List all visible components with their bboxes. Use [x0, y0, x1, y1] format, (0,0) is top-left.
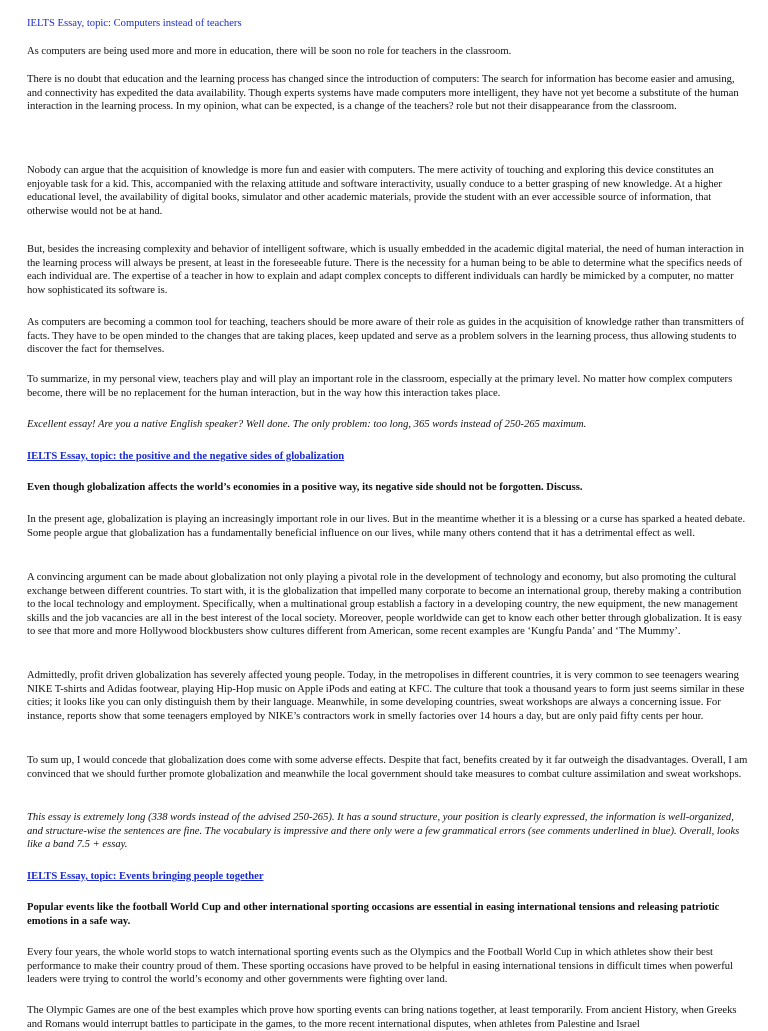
essay2-paragraph-3: Admittedly, profit driven globalization has severely affected young people. Today, in the metropolises in different countries, it is very common to see teenagers wearing NIKE T-shirts and Adidas footwear, playing Hip-Hop music on Apple iPods and eating at KFC. The culture that took a thousand years to form just seems similar in these cities; it looks like you can only distinguish them by their language. Meanwhile, in some developing countries, sweat workshops are always a concerning issue. For instance, reports show that some teenagers employed by NIKE’s contractors work in smelly factories over 14 hours a day, but are only paid fifty cents per hour. [27, 670, 745, 722]
essay2-comment: This essay is extremely long (338 words instead of the advised 250-265). It has a sound structure, your position is clearly expressed, the information is well-organized, and structure-wise the sentences are fine. The vocabulary is impressive and there only were a few grammatical errors (see comments underlined in blue). Overall, looks like a band 7.5 + essay. [27, 812, 740, 851]
essay1-paragraph-4: As computers are becoming a common tool for teaching, teachers should be more aware of their role as guides in the acquisition of knowledge rather than transmitters of facts. They have to be open minded to the changes that are taking places, keep updated and serve as a problem solvers in the learning process, thus allowing students to discover the fact for themselves. [27, 317, 745, 356]
essay1-prompt: As computers are being used more and more in education, there will be soon no role for teachers in the classroom. [27, 46, 512, 57]
essay1-paragraph-2: Nobody can argue that the acquisition of knowledge is more fun and easier with computers. The mere activity of touching and exploring this device constitutes an enjoyable task for a kid. This, accompanied with the relaxing attitude and software interactivity, usually conduce to a better grasping of new knowledge. At a higher educational level, the availability of digital books, simulator and other academic materials, provide the student with an ever accessible source of information, that otherwise would not be at hand. [27, 165, 722, 217]
essay1-paragraph-3: But, besides the increasing complexity and behavior of intelligent software, which is usually embedded in the academic digital material, the need of human interaction in the learning process will always be present, at least in the foreseeable future. There is the necessity for a human being to be able to determine what the specifics needs of each individual are. The expertise of a teacher in how to explain and adapt complex concepts to different individuals can hardly be mimicked by a computer, no matter how sophisticated its software is. [27, 244, 744, 296]
essay2-prompt: Even though globalization affects the world’s economies in a positive way, its negative side should not be forgotten. Discuss. [27, 482, 583, 493]
essay2-title-link[interactable]: IELTS Essay, topic: the positive and the negative sides of globalization [27, 451, 345, 462]
essay1-comment: Excellent essay! Are you a native English speaker? Well done. The only problem: too long, 365 words instead of 250-265 maximum. [27, 419, 587, 430]
essay3-paragraph-2: The Olympic Games are one of the best examples which prove how sporting events can bring nations together, at least temporarily. From ancient History, when Greeks and Romans would interrupt battles to participate in the games, to the more recent international disputes, when athletes from Palestine and Israel [27, 1005, 737, 1030]
essay3-title-link[interactable]: IELTS Essay, topic: Events bringing people together [27, 871, 264, 882]
essay3-paragraph-1: Every four years, the whole world stops to watch international sporting events such as the Olympics and the Football World Cup in which athletes show their best performance to make their country proud of them. These sporting occasions have proved to be helpful in easing international tensions in difficult times when powerful leaders were trying to control the world’s economy and other governments were fighting over land. [27, 947, 733, 986]
essay1-paragraph-5: To summarize, in my personal view, teachers play and will play an important role in the classroom, especially at the primary level. No matter how complex computers become, there will be no replacement for the human interaction, but in the way how this interaction takes place. [27, 374, 733, 399]
essay1-paragraph-1: There is no doubt that education and the learning process has changed since the introduction of computers: The search for information has become easier and amusing, and connectivity has expedited the data availability. Though experts systems have made computers more intelligent, they have not yet become a substitute of the human interaction in the learning process. In my opinion, what can be expected, is a change of the teachers? role but not their disappearance from the classroom. [27, 74, 739, 113]
essay1-title-link[interactable]: IELTS Essay, topic: Computers instead of teachers [27, 18, 242, 29]
essay2-paragraph-2: A convincing argument can be made about globalization not only playing a pivotal role in the development of technology and economy, but also promoting the cultural exchange between different countries. To start with, it is the globalization that impelled many corporate to become an international group, thereby making a contribution to the local technology and employment. Specifically, when a multinational group establish a factory in a developing country, the new equipment, the new management skills and the job vacancies are all in the best interest of the local society. Moreover, people worldwide can get to know each other better through globalization. It is easy to see that more and more Hollywood blockbusters show cultures different from American, some recent examples are ‘Kungfu Panda’ and ‘The Mummy’. [27, 572, 742, 638]
essay2-paragraph-1: In the present age, globalization is playing an increasingly important role in our lives. But in the meantime whether it is a blessing or a curse has sparked a heated debate. Some people argue that globalization has a fundamentally beneficial influence on our lives, while many others contend that it has a detrimental effect as well. [27, 514, 746, 539]
essay3-prompt: Popular events like the football World Cup and other international sporting occasions are essential in easing international tensions and releasing patriotic emotions in a safe way. [27, 902, 720, 927]
essay2-paragraph-4: To sum up, I would concede that globalization does come with some adverse effects. Despite that fact, benefits created by it far outweigh the disadvantages. Overall, I am convinced that we should further promote globalization and meanwhile the local government should take measures to combat culture assimilation and sweat workshops. [27, 755, 748, 780]
